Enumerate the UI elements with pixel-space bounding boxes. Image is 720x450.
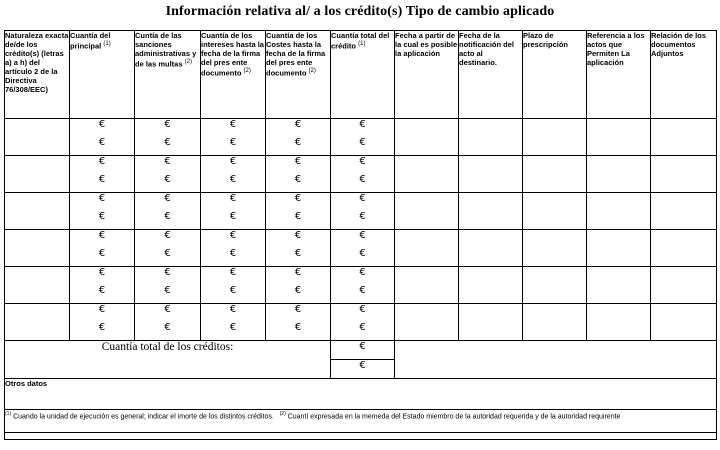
info-cell — [459, 193, 523, 230]
info-cell — [651, 119, 717, 156]
info-cell — [587, 193, 651, 230]
form-title: Información relativa al/ a los crédito(s) Tipo de cambio aplicado — [165, 4, 555, 19]
info-cell — [523, 267, 587, 304]
table-row — [5, 230, 717, 249]
total-currency: € — [331, 341, 395, 360]
footnote-row — [5, 410, 717, 433]
amount-cell: € — [70, 137, 135, 156]
header-row — [5, 31, 717, 119]
amount-cell: € — [331, 174, 395, 193]
footnote: $^{(1)}$ Cuando la unidad de ejecución es general; indicar el imorte de los distintos créditos. $^{(2)}$ Cuantí expresada en la memeda del Estado miembro de la autoridad requerida y de la autoridad requirente — [5, 410, 717, 433]
total-label: Cuantía total de los créditos: — [5, 341, 331, 379]
header-total-credit: Cuantía total del crédito $^{(1)}$ — [331, 31, 395, 119]
amount-cell: € — [135, 119, 201, 138]
amount-cell: € — [70, 267, 135, 286]
amount-cell: € — [135, 174, 201, 193]
info-cell — [587, 230, 651, 267]
info-cell — [395, 304, 459, 341]
info-cell — [651, 156, 717, 193]
amount-cell: € — [135, 322, 201, 341]
amount-cell: € — [331, 119, 395, 138]
amount-cell: € — [201, 322, 266, 341]
nature-cell — [5, 304, 70, 341]
amount-cell: € — [201, 137, 266, 156]
amount-cell: € — [331, 267, 395, 286]
info-cell — [523, 304, 587, 341]
amount-cell: € — [266, 285, 331, 304]
nature-cell — [5, 230, 70, 267]
info-cell — [523, 230, 587, 267]
info-cell — [459, 304, 523, 341]
amount-cell: € — [201, 230, 266, 249]
amount-cell: € — [331, 248, 395, 267]
header-costs: Cuantía de los Costes hasta la fecha de la firma del pres ente documento $^{(2)}$ — [266, 31, 331, 119]
amount-cell: € — [266, 248, 331, 267]
amount-cell: € — [201, 174, 266, 193]
amount-cell: € — [266, 267, 331, 286]
amount-cell: € — [135, 230, 201, 249]
info-cell — [523, 156, 587, 193]
amount-cell: € — [135, 156, 201, 175]
table-row — [5, 119, 717, 138]
info-cell — [395, 156, 459, 193]
amount-cell: € — [201, 193, 266, 212]
info-cell — [651, 230, 717, 267]
nature-cell — [5, 193, 70, 230]
amount-cell: € — [266, 156, 331, 175]
amount-cell: € — [201, 267, 266, 286]
amount-cell: € — [135, 248, 201, 267]
info-cell — [587, 119, 651, 156]
amount-cell: € — [70, 322, 135, 341]
amount-cell: € — [135, 267, 201, 286]
amount-cell: € — [70, 156, 135, 175]
tail-row — [5, 433, 717, 440]
header-principal: Cuantía del principal $^{(1)}$ — [70, 31, 135, 119]
header-attachments: Relación de los documentos Adjuntos — [651, 31, 717, 119]
amount-cell: € — [201, 304, 266, 323]
info-cell — [651, 267, 717, 304]
amount-cell: € — [201, 285, 266, 304]
amount-cell: € — [266, 211, 331, 230]
amount-cell: € — [266, 304, 331, 323]
amount-cell: € — [331, 193, 395, 212]
amount-cell: € — [331, 211, 395, 230]
info-cell — [459, 156, 523, 193]
other-row — [5, 379, 717, 410]
info-cell — [395, 193, 459, 230]
header-sanctions: Cuntía de las sanciones administrativas y de las multas $^{(2)}$ — [135, 31, 201, 119]
amount-cell: € — [266, 230, 331, 249]
info-cell — [395, 230, 459, 267]
table-row — [5, 193, 717, 212]
info-cell — [395, 119, 459, 156]
amount-cell: € — [70, 248, 135, 267]
info-cell — [395, 267, 459, 304]
info-cell — [459, 267, 523, 304]
amount-cell: € — [70, 174, 135, 193]
amount-cell: € — [70, 230, 135, 249]
amount-cell: € — [135, 285, 201, 304]
header-enforceable-date: Fecha a partir de la cual es posible la aplicación — [395, 31, 459, 119]
amount-cell: € — [331, 285, 395, 304]
info-cell — [523, 119, 587, 156]
other-data-label: Otros datos — [5, 379, 717, 410]
amount-cell: € — [70, 285, 135, 304]
table-row — [5, 267, 717, 286]
amount-cell: € — [135, 304, 201, 323]
amount-cell: € — [135, 137, 201, 156]
amount-cell: € — [201, 156, 266, 175]
credit-info-table — [4, 30, 717, 440]
info-cell — [651, 193, 717, 230]
table-row — [5, 156, 717, 175]
amount-cell: € — [70, 193, 135, 212]
amount-cell: € — [331, 304, 395, 323]
amount-cell: € — [331, 156, 395, 175]
nature-cell — [5, 267, 70, 304]
total-currency: € — [331, 360, 395, 379]
info-cell — [459, 230, 523, 267]
amount-cell: € — [70, 119, 135, 138]
amount-cell: € — [135, 211, 201, 230]
amount-cell: € — [266, 137, 331, 156]
info-cell — [587, 304, 651, 341]
amount-cell: € — [201, 211, 266, 230]
total-blank — [395, 341, 717, 379]
header-nature: Naturaleza exacta de/de los crédito(s) (letras a) a h) del artículo 2 de la Directiva 76/308/EEC) — [5, 31, 70, 119]
info-cell — [587, 267, 651, 304]
amount-cell: € — [266, 119, 331, 138]
table-row — [5, 304, 717, 323]
amount-cell: € — [201, 119, 266, 138]
tail-row-cell — [5, 433, 717, 440]
header-prescription: Plazo de prescripción — [523, 31, 587, 119]
amount-cell: € — [331, 137, 395, 156]
info-cell — [587, 156, 651, 193]
amount-cell: € — [135, 193, 201, 212]
nature-cell — [5, 119, 70, 156]
amount-cell: € — [266, 174, 331, 193]
amount-cell: € — [70, 304, 135, 323]
amount-cell: € — [266, 322, 331, 341]
header-reference: Referencia a los actos que Permiten La aplicación — [587, 31, 651, 119]
total-row-1 — [5, 341, 717, 360]
amount-cell: € — [331, 230, 395, 249]
amount-cell: € — [201, 248, 266, 267]
nature-cell — [5, 156, 70, 193]
amount-cell: € — [266, 193, 331, 212]
header-interest: Cuantía de los intereses hasta la fecha de la firma del pres ente documento $^{(2)}$ — [201, 31, 266, 119]
header-notification-date: Fecha de la notificación del acto al destinario. — [459, 31, 523, 119]
amount-cell: € — [331, 322, 395, 341]
info-cell — [459, 119, 523, 156]
data-rows — [5, 119, 717, 341]
info-cell — [651, 304, 717, 341]
amount-cell: € — [70, 211, 135, 230]
info-cell — [523, 193, 587, 230]
